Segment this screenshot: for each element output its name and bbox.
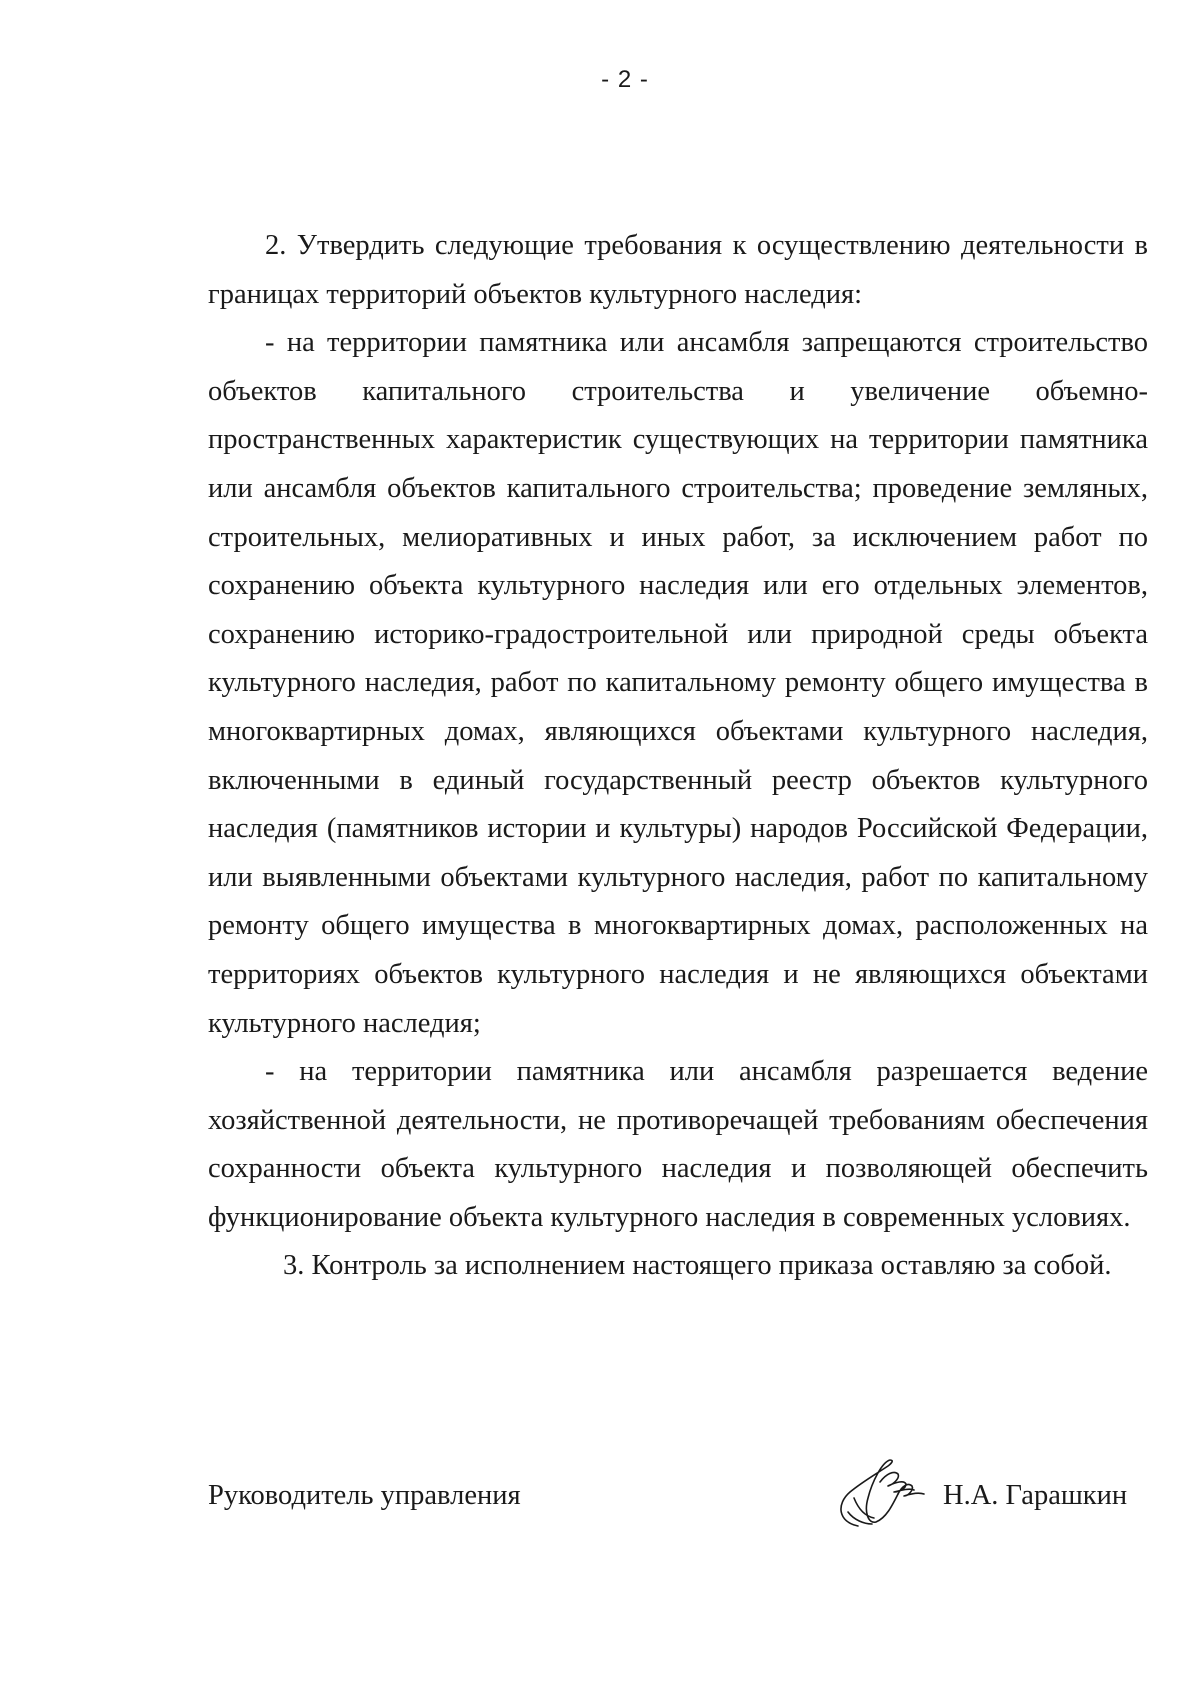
document-body bbox=[208, 222, 1148, 1291]
paragraph-prohibitions: - на территории памятника или ансамбля запрещаются строительство объектов капитального строительства и увеличение объемно-пространственных характеристик существующих на территории памятника или ансамбля объектов капитального строительства; проведение земляных, строительных, мелиоративных и иных работ, за исключением работ по сохранению объекта культурного наследия или его отдельных элементов, сохранению историко-градостроительной или природной среды объекта культурного наследия, работ по капитальному ремонту общего имущества в многоквартирных домах, являющихся объектами культурного наследия, включенными в единый государственный реестр объектов культурного наследия (памятников истории и культуры) народов Российской Федерации, или выявленными объектами культурного наследия, работ по капитальному ремонту общего имущества в многоквартирных домах, расположенных на территориях объектов культурного наследия и не являющихся объектами культурного наследия; bbox=[208, 327, 1148, 1039]
paragraph-item-2: 2. Утвердить следующие требования к осуществлению деятельности в границах территорий объектов культурного наследия: bbox=[208, 230, 1148, 310]
paragraph-permissions: - на территории памятника или ансамбля разрешается ведение хозяйственной деятельности, не противоречащей требованиям обеспечения сохранности объекта культурного наследия и позволяющей обеспечить функционирование объекта культурного наследия в современных условиях. bbox=[208, 1056, 1148, 1233]
signer-name: Н.А. Гарашкин bbox=[943, 1480, 1128, 1511]
paragraph-item-3: 3. Контроль за исполнением настоящего приказа оставляю за собой. bbox=[283, 1250, 1112, 1282]
handwritten-signature-icon bbox=[828, 1452, 938, 1532]
signer-position: Руководитель управления bbox=[208, 1480, 521, 1511]
signature-block bbox=[208, 1468, 1148, 1548]
page-number: - 2 - bbox=[601, 66, 649, 93]
